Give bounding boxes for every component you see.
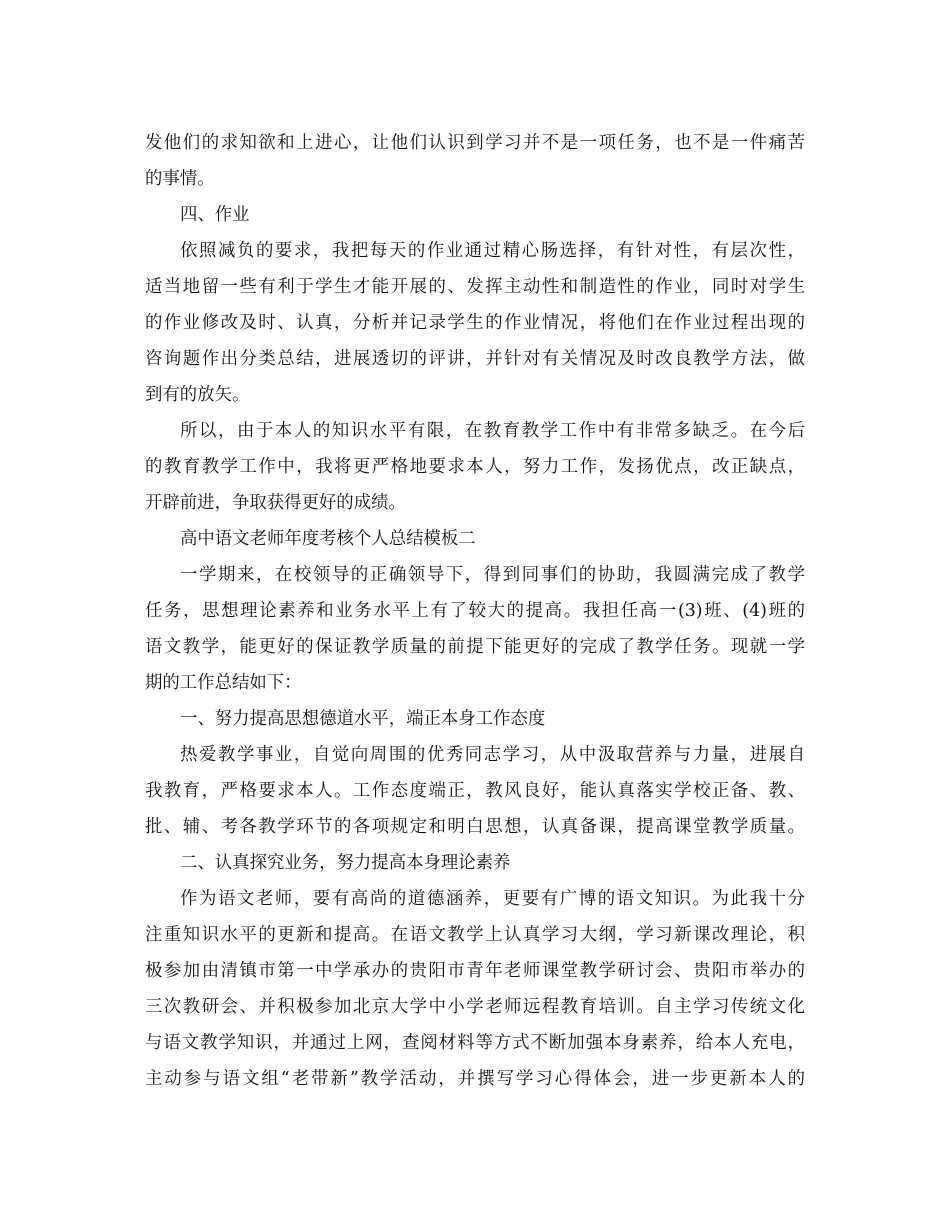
text-line: 我教育，严格要求本人。工作态度端正，教风良好，能认真落实学校正备、教、: [145, 781, 805, 801]
text-line: 作为语文老师，要有高尚的道德涵养，更要有广博的语文知识。为此我十分: [180, 889, 805, 909]
text-line: 任务，思想理论素养和业务水平上有了较大的提高。我担任高一(3)班、(4)班的: [145, 601, 805, 621]
text-line: 的教育教学工作中，我将更严格地要求本人，努力工作，发扬优点，改正缺点，: [145, 457, 805, 477]
text-line: 与语文教学知识，并通过上网，查阅材料等方式不断加强本身素养，给本人充电，: [145, 1033, 805, 1053]
text-line: 期的工作总结如下：: [145, 673, 302, 693]
text-line: 发他们的求知欲和上进心，让他们认识到学习并不是一项任务，也不是一件痛苦: [145, 133, 805, 153]
text-line: 开辟前进，争取获得更好的成绩。: [145, 493, 406, 513]
text-line: 适当地留一些有利于学生才能开展的、发挥主动性和制造性的作业，同时对学生: [145, 277, 805, 297]
text-line: 依照减负的要求，我把每天的作业通过精心肠选择，有针对性，有层次性，: [180, 241, 805, 261]
text-line: 极参加由清镇市第一中学承办的贵阳市青年老师课堂教学研讨会、贵阳市举办的: [145, 961, 805, 981]
text-line: 主动参与语文组“老带新”教学活动，并撰写学习心得体会，进一步更新本人的: [145, 1069, 805, 1089]
text-line: 四、作业: [180, 205, 250, 225]
text-line: 高中语文老师年度考核个人总结模板二: [180, 529, 476, 549]
text-line: 所以，由于本人的知识水平有限，在教育教学工作中有非常多缺乏。在今后: [180, 421, 805, 441]
text-line: 热爱教学事业，自觉向周围的优秀同志学习，从中汲取营养与力量，进展自: [180, 745, 805, 765]
text-line: 的事情。: [145, 169, 215, 189]
text-line: 一、努力提高思想德道水平，端正本身工作态度: [180, 709, 546, 729]
text-line: 三次教研会、并积极参加北京大学中小学老师远程教育培训。自主学习传统文化: [145, 997, 805, 1017]
text-line: 语文教学，能更好的保证教学质量的前提下能更好的完成了教学任务。现就一学: [145, 637, 805, 657]
text-line: 到有的放矢。: [145, 385, 250, 405]
text-line: 批、辅、考各教学环节的各项规定和明白思想，认真备课，提高课堂教学质量。: [145, 817, 805, 837]
text-line: 注重知识水平的更新和提高。在语文教学上认真学习大纲，学习新课改理论，积: [145, 925, 805, 945]
text-line: 咨询题作出分类总结，进展透切的评讲，并针对有关情况及时改良教学方法，做: [145, 349, 805, 369]
document-body: [145, 125, 805, 1097]
text-line: 的作业修改及时、认真，分析并记录学生的作业情况，将他们在作业过程出现的: [145, 313, 805, 333]
text-line: 二、认真探究业务，努力提高本身理论素养: [180, 853, 511, 873]
text-line: 一学期来，在校领导的正确领导下，得到同事们的协助，我圆满完成了教学: [180, 565, 805, 585]
